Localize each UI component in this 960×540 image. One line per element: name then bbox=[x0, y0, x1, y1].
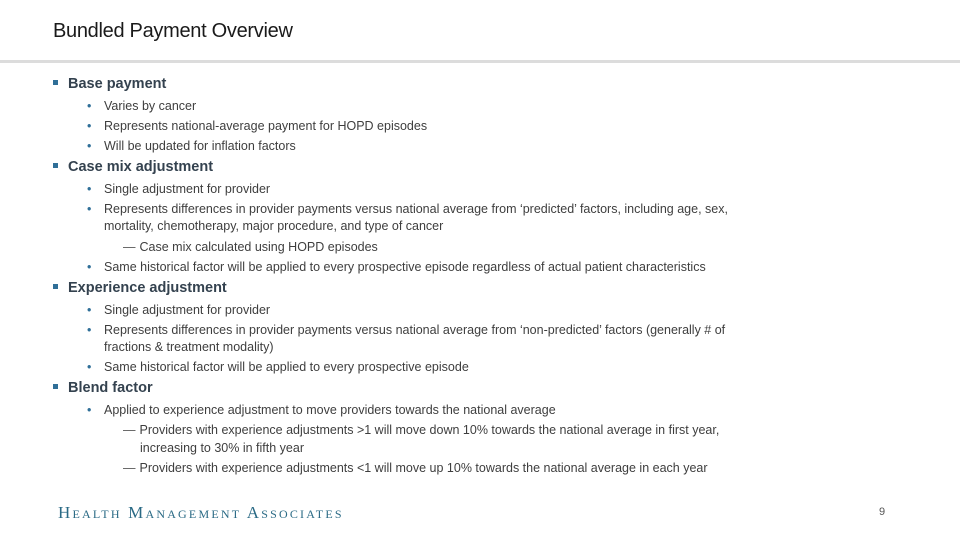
bullet-text: Same historical factor will be applied to every prospective episode bbox=[104, 360, 469, 374]
square-bullet-icon bbox=[53, 163, 58, 168]
title-divider bbox=[0, 60, 960, 63]
heading-blend-factor bbox=[53, 380, 153, 396]
bullet: • Will be updated for inflation factors bbox=[87, 139, 296, 153]
slide-title: Bundled Payment Overview bbox=[53, 20, 293, 42]
heading-experience bbox=[53, 280, 227, 296]
sub-bullet: — Providers with experience adjustments >1 will move down 10% towards the national average in first year, bbox=[123, 423, 720, 437]
heading-text: Base payment bbox=[68, 76, 167, 92]
bullet: • Single adjustment for provider bbox=[87, 182, 271, 196]
sub-bullet: — Case mix calculated using HOPD episodes bbox=[123, 240, 378, 254]
sub-bullet-text: Providers with experience adjustments <1 will move up 10% towards the national average in each year bbox=[139, 461, 708, 475]
sub-bullet-continuation: increasing to 30% in fifth year bbox=[140, 441, 304, 455]
bullet-text: Represents national-average payment for HOPD episodes bbox=[104, 119, 428, 133]
heading-case-mix bbox=[53, 159, 213, 175]
square-bullet-icon bbox=[53, 80, 58, 85]
bullet: • Same historical factor will be applied to every prospective episode regardless of actual patient characteristics bbox=[87, 260, 706, 274]
bullet: • Represents differences in provider payments versus national average from ‘non-predicted’ factors (generally # of bbox=[87, 323, 726, 337]
bullet-text: Single adjustment for provider bbox=[104, 303, 271, 317]
heading-text: Blend factor bbox=[68, 380, 153, 396]
heading-base-payment bbox=[53, 76, 166, 92]
bullet-text: Represents differences in provider payments versus national average from ‘non-predicted’ factors (generally # of bbox=[104, 323, 726, 337]
heading-text: Case mix adjustment bbox=[68, 159, 214, 175]
bullet-text: Applied to experience adjustment to move providers towards the national average bbox=[104, 403, 556, 417]
bullet-continuation: fractions & treatment modality) bbox=[104, 340, 274, 354]
bullet-text: Single adjustment for provider bbox=[104, 182, 271, 196]
bullet-text: Varies by cancer bbox=[104, 99, 197, 113]
page-number: 9 bbox=[879, 506, 886, 518]
company-logo: Health Management Associates bbox=[58, 503, 344, 522]
sub-bullet-text: Case mix calculated using HOPD episodes bbox=[139, 240, 378, 254]
bullet-text: Represents differences in provider payments versus national average from ‘predicted’ factors, including age, sex, bbox=[104, 202, 728, 216]
bullet-text: Same historical factor will be applied to every prospective episode regardless of actual patient characteristics bbox=[104, 260, 706, 274]
heading-text: Experience adjustment bbox=[68, 280, 227, 296]
bullet-text: Will be updated for inflation factors bbox=[104, 139, 296, 153]
bullet: • Applied to experience adjustment to move providers towards the national average bbox=[87, 403, 556, 417]
bullet-continuation: mortality, chemotherapy, major procedure, and type of cancer bbox=[104, 219, 444, 233]
sub-bullet: — Providers with experience adjustments <1 will move up 10% towards the national average in each year bbox=[123, 461, 708, 475]
square-bullet-icon bbox=[53, 384, 58, 389]
bullet: • Represents national-average payment for HOPD episodes bbox=[87, 119, 428, 133]
bullet: • Represents differences in provider payments versus national average from ‘predicted’ factors, including age, sex, bbox=[87, 202, 728, 216]
sub-bullet-text: Providers with experience adjustments >1 will move down 10% towards the national average in first year, bbox=[139, 423, 720, 437]
square-bullet-icon bbox=[53, 284, 58, 289]
bullet: • Same historical factor will be applied to every prospective episode bbox=[87, 360, 469, 374]
bullet: • Varies by cancer bbox=[87, 99, 197, 113]
bullet: • Single adjustment for provider bbox=[87, 303, 271, 317]
